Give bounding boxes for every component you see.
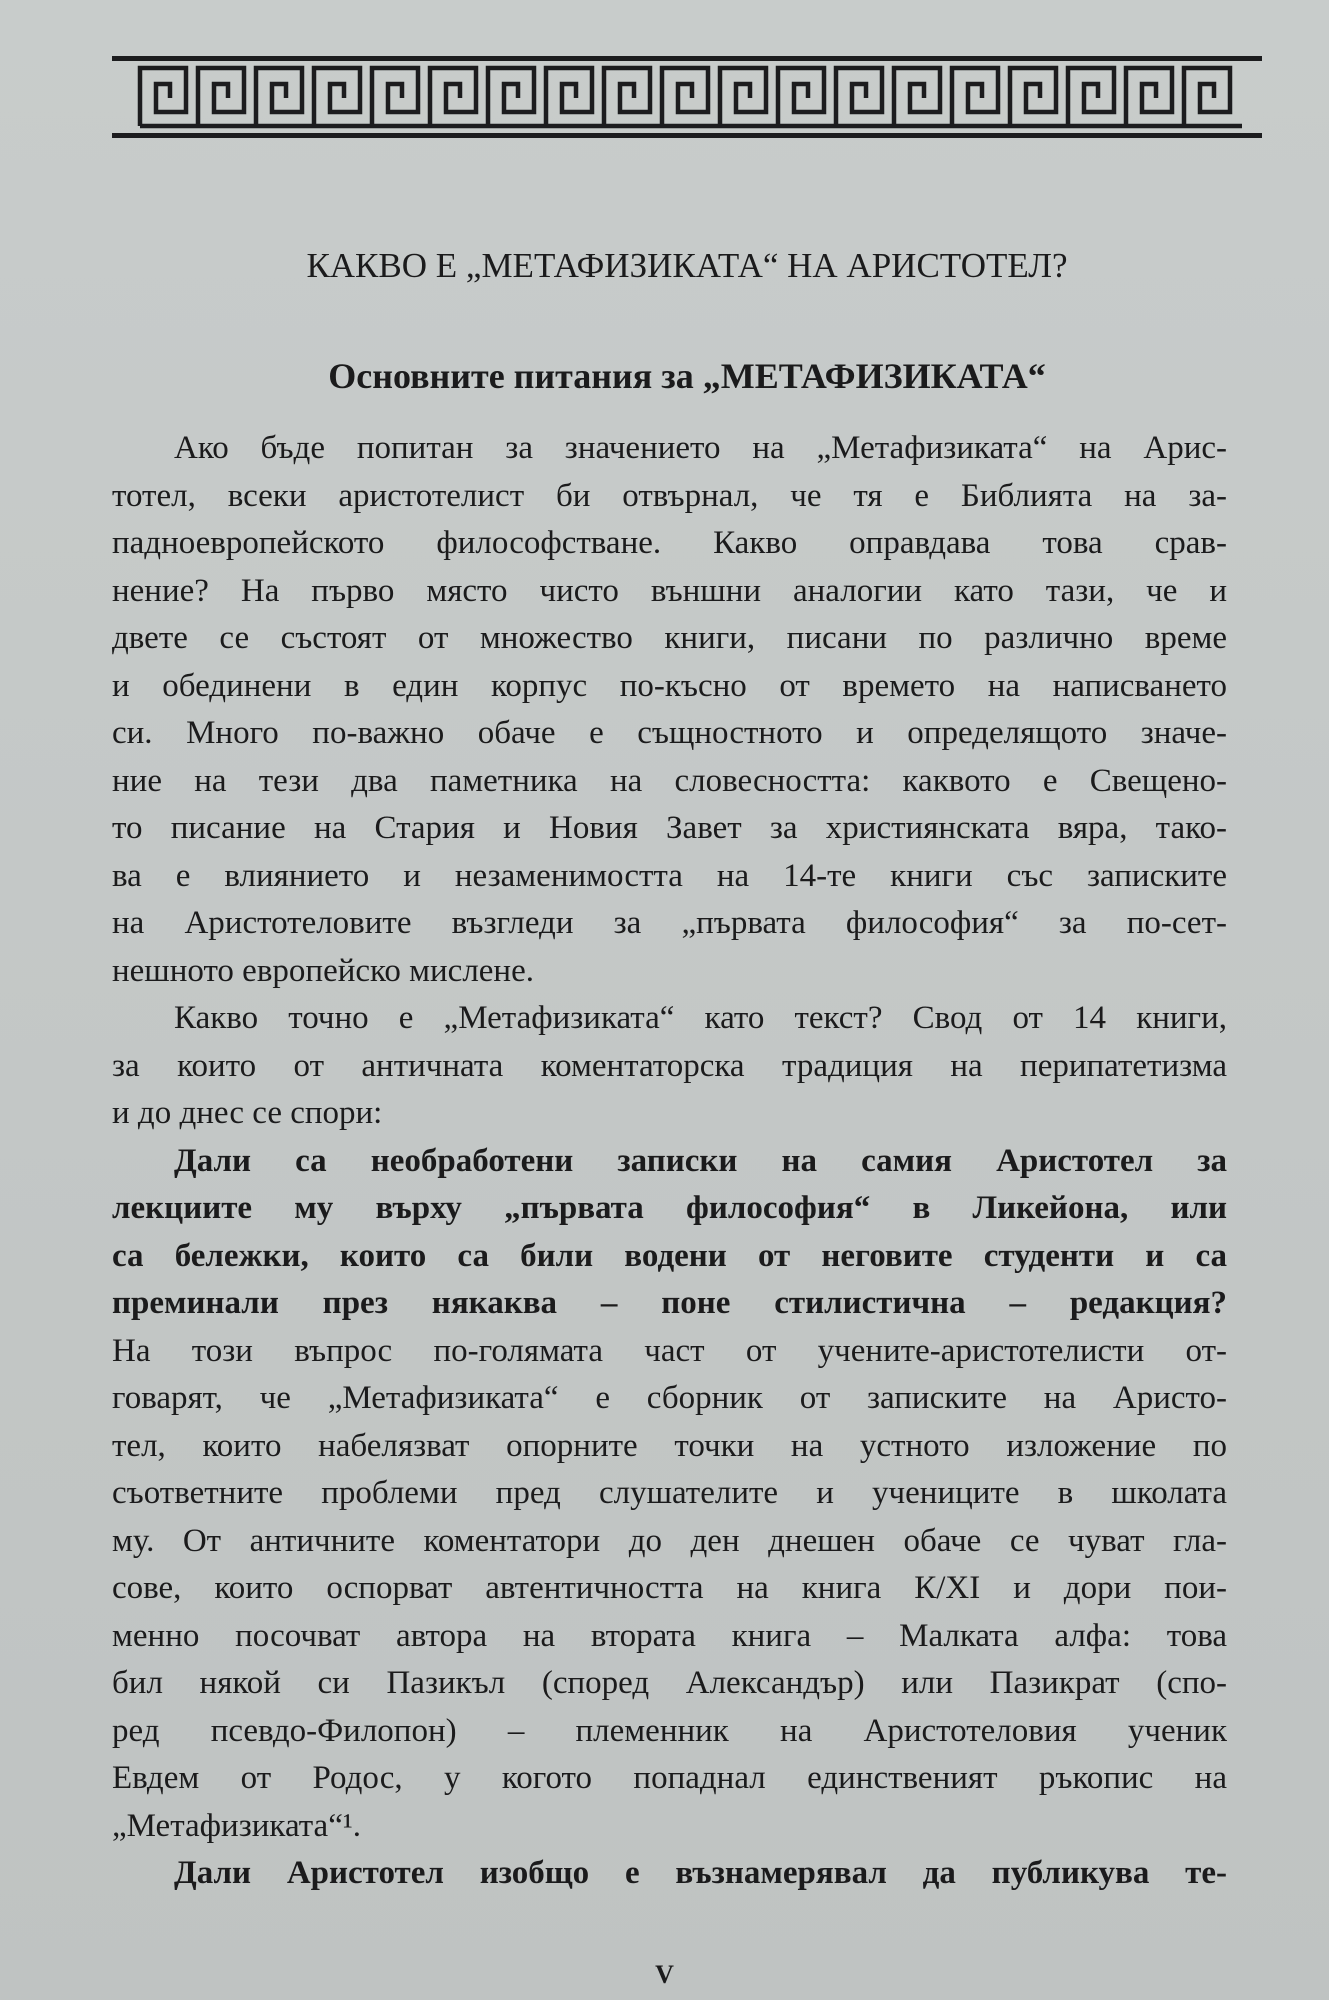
greek-key-border-ornament bbox=[112, 56, 1262, 138]
text-line: нешното европейско мислене. bbox=[112, 952, 534, 989]
paragraph-2 bbox=[112, 995, 1227, 1138]
text-line: говарят, че „Метафизиката“ е сборник от записките на Аристо- bbox=[112, 1380, 1227, 1416]
text-line: сове, които оспорват автентичността на книга К/XI и дори пои- bbox=[112, 1570, 1227, 1606]
text-line: Ако бъде попитан за значението на „Метафизиката“ на Арис- bbox=[174, 430, 1227, 466]
chapter-title: КАКВО Е „МЕТАФИЗИКАТА“ НА АРИСТОТЕЛ? bbox=[306, 246, 1068, 285]
text-line: за които от античната коментаторска традиция на перипатетизма bbox=[112, 1047, 1227, 1084]
text-line: двете се състоят от множество книги, писани по различно време bbox=[112, 620, 1227, 656]
text-line: бил някой си Пазикъл (според Александър) или Пазикрат (спо- bbox=[112, 1665, 1227, 1701]
text-line: съответните проблеми пред слушателите и учениците в школата bbox=[112, 1475, 1227, 1511]
bold-question-line: са бележки, които са били водени от неговите студенти и са bbox=[112, 1237, 1227, 1274]
bold-question-line: лекциите му върху „първата философия“ в Ликейона, или bbox=[112, 1190, 1227, 1226]
paragraph-4 bbox=[112, 1850, 1227, 1898]
text-line: си. Много по-важно обаче е същностното и определящото значе- bbox=[112, 715, 1227, 751]
text-line: Какво точно е „Метафизиката“ като текст? Свод от 14 книги, bbox=[174, 1000, 1227, 1036]
text-line: падноевропейското философстване. Какво оправдава това срав- bbox=[112, 525, 1227, 561]
text-line: му. От античните коментатори до ден днешен обаче се чуват гла- bbox=[112, 1522, 1227, 1559]
body-text bbox=[112, 425, 1227, 1898]
section-title: Основните питания за „МЕТАФИЗИКАТА“ bbox=[328, 356, 1046, 396]
text-line: ние на тези два паметника на словесността: каквото е Свещено- bbox=[112, 762, 1227, 799]
text-line: На този въпрос по-голямата част от учените-аристотелисти от- bbox=[112, 1332, 1227, 1369]
page-number: V bbox=[655, 1960, 674, 1989]
text-line: ред псевдо-Филопон) – племенник на Аристотеловия ученик bbox=[112, 1712, 1227, 1749]
text-line: на Аристотеловите възгледи за „първата философия“ за по-сет- bbox=[112, 905, 1227, 941]
paragraph-1 bbox=[112, 425, 1227, 995]
text-line: „Метафизиката“¹. bbox=[112, 1807, 361, 1844]
text-line: то писание на Стария и Новия Завет за християнската вяра, тако- bbox=[112, 810, 1227, 846]
text-line: менно посочват автора на втората книга – Малката алфа: това bbox=[112, 1617, 1227, 1654]
text-line: нение? На първо място чисто външни аналогии като тази, че и bbox=[112, 572, 1227, 609]
text-line: тел, които набелязват опорните точки на устното изложение по bbox=[112, 1427, 1227, 1464]
text-line: тотел, всеки аристотелист би отвърнал, че тя е Библията на за- bbox=[112, 477, 1227, 514]
bold-question-line: преминали през някаква – поне стилистична – редакция? bbox=[112, 1285, 1227, 1321]
text-line: и до днес се спори: bbox=[112, 1095, 383, 1131]
text-line: Евдем от Родос, у когото попаднал единственият ръкопис на bbox=[112, 1760, 1227, 1796]
paragraph-3 bbox=[112, 1138, 1227, 1851]
bold-question-line: Дали са необработени записки на самия Аристотел за bbox=[174, 1142, 1227, 1179]
bold-question-line: Дали Аристотел изобщо е възнамерявал да публикува те- bbox=[174, 1855, 1227, 1891]
text-line: ва е влиянието и незаменимостта на 14-те книги със записките bbox=[112, 857, 1227, 894]
text-line: и обединени в един корпус по-късно от времето на написването bbox=[112, 667, 1227, 704]
